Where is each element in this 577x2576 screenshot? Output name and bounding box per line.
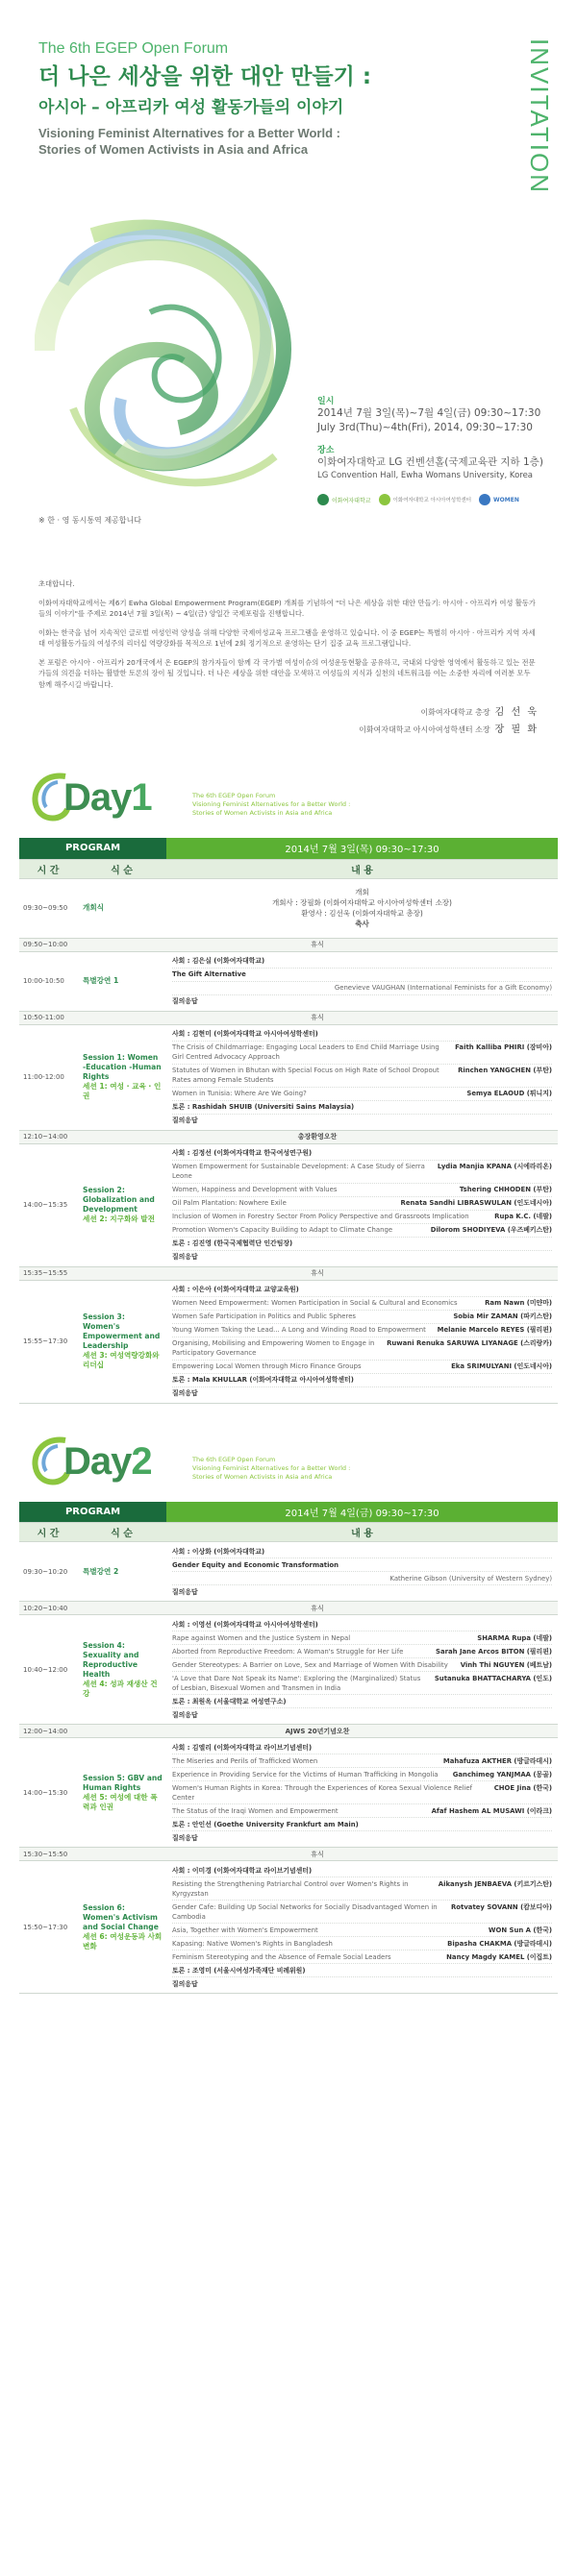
talk-line: Inclusion of Women in Forestry Sector From Policy Perspective and Grassroots Implication Rupa K.C. (네팔) xyxy=(172,1211,552,1224)
session-title-en: Session 6: Women's Activism and Social Change xyxy=(83,1902,159,1931)
session-cell: 특별강연 1 xyxy=(77,951,166,1011)
time-column-header: 시 간 xyxy=(19,859,77,878)
program-header: PROGRAM xyxy=(19,838,166,859)
time-cell: 14:00~15:35 xyxy=(19,1143,77,1266)
session-cell xyxy=(77,1024,166,1130)
table-row xyxy=(19,878,558,938)
qa-line: 질의응답 xyxy=(172,1587,198,1596)
discussant-line: 토론 : 최원옥 (서울대학교 여성연구소) xyxy=(172,1695,552,1708)
content-cell xyxy=(166,1542,558,1602)
content-cell xyxy=(166,1615,558,1725)
day2-banner-text xyxy=(192,1456,350,1482)
talk-line: Kapasing: Native Women's Rights in Bangladesh Bipasha CHAKMA (방글라데시) xyxy=(172,1937,552,1950)
table-row xyxy=(19,1130,558,1143)
table-row xyxy=(19,1861,558,1994)
discussant-line: 토론 : Mala KHULLAR (이화여자대학교 아시아여성학센터) xyxy=(172,1374,552,1387)
banner-line1: The 6th EGEP Open Forum xyxy=(192,792,276,799)
talk-line: Rape against Women and the Justice System in Nepal SHARMA Rupa (네팔) xyxy=(172,1631,552,1645)
letter-paragraph-3: 본 포럼은 아시아 · 아프리카 20개국에서 온 EGEP의 참가자들이 함께 각 국가별 여성이슈의 여성운동현황을 공유하고, 국내외 다양한 영역에서 활동하고 있는 전문가들의 의견을 더하는 활발한 토론의 장이 될 것입니다. 더 나은 세상을 위한 대안을 모색하고 여성들의 지식과 실천의 네트워크를 여는 소중한 자리에 여러분 모두 함께 해주시길 바랍니다. xyxy=(38,657,536,689)
talk-line: Women, Happiness and Development with Values Tshering CHHODEN (부탄) xyxy=(172,1184,552,1197)
discussant-line: 토론 : Rashidah SHUIB (Universiti Sains Malaysia) xyxy=(172,1101,552,1115)
letter-paragraph-2: 이화는 한국을 넘어 지속적인 글로벌 여성인력 양성을 위해 다양한 국제여성교육 프로그램을 운영하고 있습니다. 이 중 EGEP는 특별히 아시아 · 아프리카 지역 자세대 여성활동가들의 여성주의 리더십 역량강화를 목적으로 1년에 2회 정기적으로 운영하는 단기 집중 교육 프로그램입니다. xyxy=(38,627,536,648)
table-row xyxy=(19,1143,558,1266)
chair-line: 사회 : 이은아 (이화여자대학교 교양교육원) xyxy=(172,1284,552,1297)
opening-item: 개회사 : 장필화 (이화여자대학교 아시아여성학센터 소장) xyxy=(272,898,452,907)
time-cell: 15:50~17:30 xyxy=(19,1861,77,1994)
day2-prefix: Day xyxy=(63,1439,132,1483)
talk-line: Young Women Taking the Lead... A Long and Winding Road to Empowerment Melanie Marcelo REYES (필리핀) xyxy=(172,1324,552,1337)
invitation-vertical xyxy=(527,38,556,231)
ewha-logo-text: 이화여자대학교 xyxy=(332,497,371,504)
letter-paragraph-1: 이화여자대학교에서는 제6기 Ewha Global Empowerment Program(EGEP) 개최를 기념하여 "더 나은 세상을 위한 대안 만들기: 아시아 - 아프리카 여성 활동가들의 이야기"를 주제로 2014년 7월 3일(목) ~ 4일(금) 양일간 국제포럼을 진행합니다. xyxy=(38,598,536,618)
chair-line: 사회 : 김현미 (이화여자대학교 아시아여성학센터) xyxy=(172,1028,552,1042)
session-title-kr: 세션 3: 여성역량강화와 리더십 xyxy=(83,1351,160,1369)
korean-subtitle: 아시아 – 아프리카 여성 활동가들의 이야기 xyxy=(38,98,344,117)
qa-line: 질의응답 xyxy=(172,1833,198,1842)
signature-president-name: 김 선 욱 xyxy=(494,707,539,718)
venue-korean: 이화여자대학교 LG 컨벤션홀(국제교육관 지하 1층) xyxy=(317,456,543,468)
table-row xyxy=(19,951,558,1011)
session-title-kr: 세션 5: 여성에 대한 폭력과 인권 xyxy=(83,1792,158,1811)
content-cell xyxy=(166,1280,558,1403)
session-title-en: Session 1: Women -Education -Human Rights xyxy=(83,1053,162,1081)
table-row xyxy=(19,1615,558,1725)
day1-banner-text xyxy=(192,792,350,818)
talk-line: Women's Human Rights in Korea: Through the Experiences of Korea Sexual Violence Relief Center CHOE Jina (한국) xyxy=(172,1781,552,1804)
day2-title xyxy=(63,1440,152,1484)
day2-date-header: 2014년 7월 4일(금) 09:30~17:30 xyxy=(166,1502,558,1523)
break-cell: 휴식 xyxy=(77,1602,558,1615)
day1-section xyxy=(0,769,577,1404)
talk-line: Empowering Local Women through Micro Finance Groups Eka SRIMULYANI (인도네시아) xyxy=(172,1361,552,1374)
qa-line: 질의응답 xyxy=(172,1116,198,1124)
session-cell: 개회식 xyxy=(77,878,166,938)
signature-president-role: 이화여자대학교 총장 xyxy=(420,708,490,717)
talk-line: The Crisis of Childmarriage: Engaging Local Leaders to End Child Marriage Using Girl Centred Advocacy Approach Faith Kalliba PHIRI (잠비아) xyxy=(172,1042,552,1065)
invitation-text: INVITATION xyxy=(525,38,554,195)
talk-line: Experience in Providing Service for the Victims of Human Trafficking in Mongolia Ganchimeg YANJMAA (몽골) xyxy=(172,1768,552,1781)
table-row xyxy=(19,1848,558,1861)
acws-logo-text: 이화여자대학교 아시아여성학센터 xyxy=(392,498,472,503)
women-logo xyxy=(479,494,519,505)
day1-date-header: 2014년 7월 3일(목) 09:30~17:30 xyxy=(166,838,558,859)
break-cell: 휴식 xyxy=(77,938,558,951)
content-cell xyxy=(166,1024,558,1130)
discussant-line: 토론 : 김진영 (한국국제협력단 인간팀장) xyxy=(172,1238,552,1251)
talk-line: Gender Cafe: Building Up Social Networks for Socially Disadvantaged Women in Cambodia Rotvatey SOVANN (캄보디아) xyxy=(172,1901,552,1924)
talk-line: Organising, Mobilising and Empowering Women to Engage in Participatory Governance Ruwani Renuka SARUWA LIYANAGE (스리랑카) xyxy=(172,1337,552,1361)
time-cell: 15:30~15:50 xyxy=(19,1848,77,1861)
session-cell xyxy=(77,1738,166,1848)
time-cell: 15:55~17:30 xyxy=(19,1280,77,1403)
date-english: July 3rd(Thu)~4th(Fri), 2014, 09:30~17:30 xyxy=(317,422,533,433)
program-header: PROGRAM xyxy=(19,1502,166,1523)
qa-line: 질의응답 xyxy=(172,997,198,1005)
time-cell: 14:00~15:30 xyxy=(19,1738,77,1848)
letter-greeting: 초대합니다. xyxy=(38,579,75,588)
korean-title: 더 나은 세상을 위한 대안 만들기 : xyxy=(38,64,372,89)
talk-line: 'A Love that Dare Not Speak its Name': Exploring the (Marginalized) Status of Lesbian, Bisexual Women and Transmen in India Sutanuka BHATTACHARYA (인도) xyxy=(172,1672,552,1695)
acws-logo xyxy=(379,494,471,505)
english-title-line1: Visioning Feminist Alternatives for a Better World : xyxy=(38,126,340,140)
break-cell: 휴식 xyxy=(77,1011,558,1024)
content-cell xyxy=(166,878,558,938)
talk-line: Women Safe Participation in Politics and Public Spheres Sobia Mir ZAMAN (파키스탄) xyxy=(172,1311,552,1324)
talk-line: Women in Tunisia: Where Are We Going? Semya ELAOUD (튀니지) xyxy=(172,1088,552,1101)
content-cell xyxy=(166,1143,558,1266)
session-title-kr: 세션 1: 여성 · 교육 · 인권 xyxy=(83,1082,162,1100)
venue-english: LG Convention Hall, Ewha Womans University, Korea xyxy=(317,471,534,480)
day1-program-table xyxy=(19,838,558,1404)
session-title-en: Session 5: GBV and Human Rights xyxy=(83,1773,163,1792)
day1-prefix: Day xyxy=(63,776,132,819)
lunch-cell: AJWS 20년기념오찬 xyxy=(77,1725,558,1738)
banner-line3: Stories of Women Activists in Asia and Africa xyxy=(192,809,333,817)
invitation-letter xyxy=(0,577,577,769)
day2-program-table xyxy=(19,1502,558,1995)
qa-line: 질의응답 xyxy=(172,1979,198,1988)
talk-line: Promotion Women's Capacity Building to Adapt to Climate Change Dilorom SHODIYEVA (우즈베키스탄) xyxy=(172,1224,552,1238)
talk-line: Gender Stereotypes: A Barrier on Love, Sex and Marriage of Women With Disability Vinh Thi NGUYEN (베트남) xyxy=(172,1658,552,1672)
session-title-kr: 세션 2: 지구화와 발전 xyxy=(83,1214,155,1223)
session-title-en: Session 2: Globalization and Development xyxy=(83,1186,155,1214)
keynote-title: The Gift Alternative xyxy=(172,969,552,982)
time-cell: 10:50-11:00 xyxy=(19,1011,77,1024)
talk-line: Feminism Stereotyping and the Absence of Female Social Leaders Nancy Magdy KAMEL (이집트) xyxy=(172,1950,552,1964)
time-cell: 12:10~14:00 xyxy=(19,1130,77,1143)
table-row xyxy=(19,1738,558,1848)
opening-item: 개회 xyxy=(355,888,369,896)
talk-line: The Status of the Iraqi Women and Empowerment Afaf Hashem AL MUSAWI (이라크) xyxy=(172,1804,552,1818)
qa-line: 질의응답 xyxy=(172,1253,198,1261)
talk-line: Resisting the Strengthening Patriarchal Control over Women's Rights in Kyrgyzstan Aikanysh JENBAEVA (키르기스탄) xyxy=(172,1877,552,1901)
chair-line: 사회 : 이미경 (이화여자대학교 라이브기념센터) xyxy=(172,1864,552,1877)
banner-line3: Stories of Women Activists in Asia and Africa xyxy=(192,1472,333,1481)
content-column-header: 내 용 xyxy=(166,859,558,878)
talk-line: Asia, Together with Women's Empowerment WON Sun A (한국) xyxy=(172,1924,552,1937)
time-cell: 12:00~14:00 xyxy=(19,1725,77,1738)
signature-director-name: 장 필 화 xyxy=(494,724,539,735)
table-row xyxy=(19,1266,558,1280)
event-info xyxy=(317,394,558,505)
venue-label: 장소 xyxy=(317,446,335,455)
women-logo-text: WOMEN xyxy=(493,496,519,503)
banner-line2: Visioning Feminist Alternatives for a Better World : xyxy=(192,1463,351,1472)
session-title-kr: 세션 6: 여성운동과 사회변화 xyxy=(83,1931,163,1950)
table-row xyxy=(19,1602,558,1615)
talk-line: Women Empowerment for Sustainable Development: A Case Study of Sierra Leone Lydia Manjia KPANA (시에라리온) xyxy=(172,1161,552,1184)
ewha-emblem-icon xyxy=(317,494,329,505)
talk-line: The Miseries and Perils of Trafficked Women Mahafuza AKTHER (방글라데시) xyxy=(172,1754,552,1768)
swirl-artwork xyxy=(35,197,314,504)
date-label: 일시 xyxy=(317,397,335,406)
session-column-header: 식 순 xyxy=(77,859,166,878)
english-title-line2: Stories of Women Activists in Asia and Africa xyxy=(38,142,309,157)
chair-line: 사회 : 김정선 (이화여자대학교 한국여성연구원) xyxy=(172,1147,552,1161)
qa-line: 질의응답 xyxy=(172,1710,198,1719)
content-cell xyxy=(166,951,558,1011)
table-row xyxy=(19,1280,558,1403)
opening-item: 축사 xyxy=(355,920,369,928)
day1-banner xyxy=(0,769,577,838)
lunch-cell: 총장환영오찬 xyxy=(77,1130,558,1143)
day2-section xyxy=(0,1433,577,1995)
table-row xyxy=(19,1725,558,1738)
time-cell: 10:00-10:50 xyxy=(19,951,77,1011)
day2-number: 2 xyxy=(131,1439,152,1483)
content-cell xyxy=(166,1861,558,1994)
talk-line: Women Need Empowerment: Women Participation in Social & Cultural and Economics Ram Nawn (미얀마) xyxy=(172,1297,552,1311)
time-column-header: 시 간 xyxy=(19,1523,77,1542)
time-cell: 15:35~15:55 xyxy=(19,1266,77,1280)
chair-line: 사회 : 김은실 (이화여자대학교) xyxy=(172,955,552,969)
content-column-header: 내 용 xyxy=(166,1523,558,1542)
session-title-en: Session 4: Sexuality and Reproductive Health xyxy=(83,1640,139,1679)
discussant-line: 토론 : 조영미 (서울시여성가족재단 비례위원) xyxy=(172,1964,552,1977)
signature-director-role: 이화여자대학교 아시아여성학센터 소장 xyxy=(359,725,490,734)
chair-line: 사회 : 김엘리 (이화여자대학교 라이브기념센터) xyxy=(172,1741,552,1754)
chair-line: 사회 : 이영선 (이화여자대학교 아시아여성학센터) xyxy=(172,1618,552,1631)
session-title-en: Session 3: Women's Empowerment and Leadership xyxy=(83,1313,161,1350)
table-row xyxy=(19,1024,558,1130)
talk-line: Aborted from Reproductive Freedom: A Woman's Struggle for Her Life Sarah Jane Arcos BITON (필리핀) xyxy=(172,1645,552,1658)
acws-emblem-icon xyxy=(379,494,390,505)
session-column-header: 식 순 xyxy=(77,1523,166,1542)
discussant-line: 토론 : 안인선 (Goethe University Frankfurt am Main) xyxy=(172,1818,552,1831)
opening-item: 환영사 : 김선욱 (이화여자대학교 총장) xyxy=(301,909,423,918)
session-title-kr: 세션 4: 성과 재생산 건강 xyxy=(83,1679,158,1698)
organizer-logos xyxy=(317,494,558,505)
signature-president xyxy=(420,703,539,718)
chair-line: 사회 : 이상화 (이화여자대학교) xyxy=(172,1545,552,1558)
talk-line: Statutes of Women in Bhutan with Special Focus on High Rate of School Dropout Rates among Female Students Rinchen YANGCHEN (부탄) xyxy=(172,1065,552,1088)
session-cell xyxy=(77,1861,166,1994)
session-cell xyxy=(77,1280,166,1403)
banner-line2: Visioning Feminist Alternatives for a Better World : xyxy=(192,800,351,808)
time-cell: 10:20~10:40 xyxy=(19,1602,77,1615)
session-cell xyxy=(77,1143,166,1266)
keynote-speaker: Katherine Gibson (University of Western Sydney) xyxy=(172,1572,552,1585)
women-emblem-icon xyxy=(479,494,490,505)
break-cell: 휴식 xyxy=(77,1848,558,1861)
session-cell: 특별강연 2 xyxy=(77,1542,166,1602)
english-title xyxy=(38,125,539,158)
qa-line: 질의응답 xyxy=(172,1389,198,1397)
table-row xyxy=(19,1011,558,1024)
day2-banner xyxy=(0,1433,577,1502)
keynote-speaker: Genevieve VAUGHAN (International Feminists for a Gift Economy) xyxy=(172,982,552,995)
signature-director xyxy=(359,721,539,735)
table-row xyxy=(19,1542,558,1602)
time-cell: 10:40~12:00 xyxy=(19,1615,77,1725)
ewha-logo xyxy=(317,494,371,505)
time-cell: 09:50~10:00 xyxy=(19,938,77,951)
content-cell xyxy=(166,1738,558,1848)
break-cell: 휴식 xyxy=(77,1266,558,1280)
header xyxy=(0,0,577,577)
interpretation-note: ※ 한 · 영 동시통역 제공합니다 xyxy=(38,516,141,525)
day1-number: 1 xyxy=(131,776,152,819)
session-cell xyxy=(77,1615,166,1725)
forum-name: The 6th EGEP Open Forum xyxy=(38,40,229,57)
table-row xyxy=(19,938,558,951)
time-cell: 11:00-12:00 xyxy=(19,1024,77,1130)
day1-title xyxy=(63,776,152,820)
talk-line: Oil Palm Plantation: Nowhere Exile Renata Sandhi LIBRASWULAN (인도네시아) xyxy=(172,1197,552,1211)
date-korean: 2014년 7월 3일(목)~7월 4일(금) 09:30~17:30 xyxy=(317,407,541,419)
keynote-title: Gender Equity and Economic Transformation xyxy=(172,1558,552,1572)
banner-line1: The 6th EGEP Open Forum xyxy=(192,1455,276,1463)
time-cell: 09:30~09:50 xyxy=(19,878,77,938)
time-cell: 09:30~10:20 xyxy=(19,1542,77,1602)
